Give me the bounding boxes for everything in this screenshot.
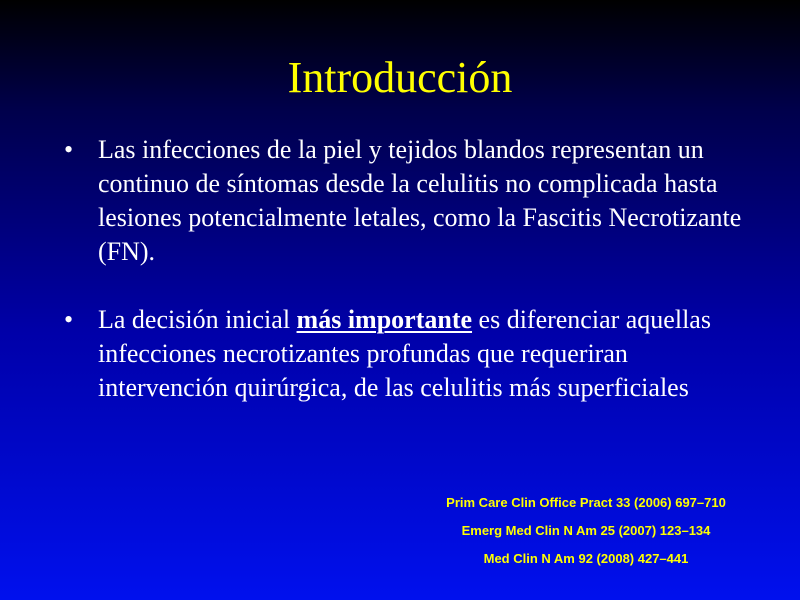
reference-list — [380, 489, 792, 573]
bullet-marker: • — [64, 135, 74, 164]
bullet-emphasis: más importante — [296, 305, 473, 334]
bullet-list — [62, 133, 762, 405]
bullet-item — [62, 133, 762, 269]
bullet-text-after: es diferenciar aquellas infecciones necrotizantes profundas que requeriran intervención quirúrgica, de las celulitis más superficiales — [98, 305, 711, 402]
bullet-text: Las infecciones de la piel y tejidos blandos representan un continuo de síntomas desde la celulitis no complicada hasta lesiones potencialmente letales, como la Fascitis Necrotizante (FN). — [98, 135, 742, 266]
bullet-text-before: La decisión inicial — [98, 305, 297, 334]
reference-item: Emerg Med Clin N Am 25 (2007) 123–134 — [461, 523, 711, 538]
bullet-marker: • — [64, 305, 74, 334]
slide-title: Introducción — [287, 53, 513, 102]
bullet-item — [62, 303, 762, 405]
reference-item: Prim Care Clin Office Pract 33 (2006) 697–710 — [446, 495, 726, 510]
reference-item: Med Clin N Am 92 (2008) 427–441 — [483, 551, 689, 566]
